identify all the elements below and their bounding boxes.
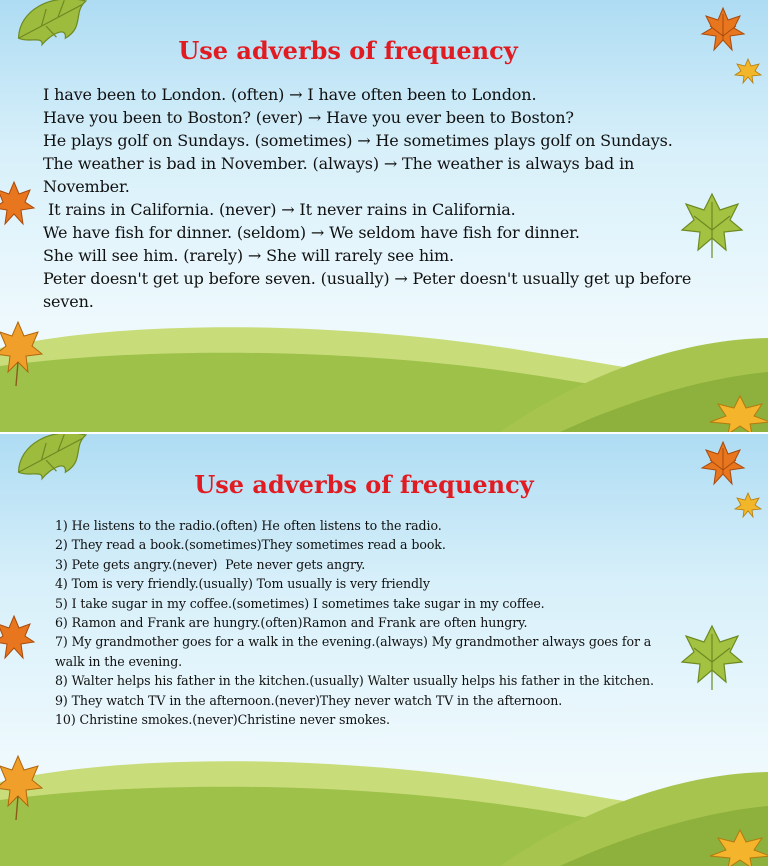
green-leaf-icon xyxy=(680,622,744,692)
example-sentence: I have been to London. (often) → I have often been to London. xyxy=(43,85,537,104)
slide-2 xyxy=(0,434,768,866)
example-sentence: It rains in California. (never) → It never rains in California. xyxy=(43,200,516,219)
exercise-item: 10) Christine smokes.(never)Christine never smokes. xyxy=(55,712,390,728)
example-sentence: We have fish for dinner. (seldom) → We seldom have fish for dinner. xyxy=(43,223,580,242)
slide-title: Use adverbs of frequency xyxy=(194,470,534,499)
exercise-item: 9) They watch TV in the afternoon.(never)They never watch TV in the afternoon. xyxy=(55,692,563,708)
yellow-leaf-icon xyxy=(734,58,762,84)
example-sentence-list xyxy=(43,83,697,313)
exercise-item: 6) Ramon and Frank are hungry.(often)Ramon and Frank are often hungry. xyxy=(55,615,528,631)
exercise-answer-list xyxy=(55,516,665,729)
example-sentence: Have you been to Boston? (ever) → Have you ever been to Boston? xyxy=(43,108,574,127)
yellow-leaf-icon xyxy=(708,828,768,866)
orange-leaf-icon xyxy=(0,180,36,230)
example-sentence: He plays golf on Sundays. (sometimes) → He sometimes plays golf on Sundays. xyxy=(43,131,673,150)
orange-leaf-icon xyxy=(0,752,44,822)
hills-decoration xyxy=(0,754,768,866)
slide-title: Use adverbs of frequency xyxy=(178,36,518,65)
yellow-leaf-icon xyxy=(708,394,768,432)
exercise-item: 2) They read a book.(sometimes)They sometimes read a book. xyxy=(55,537,446,553)
example-sentence: Peter doesn't get up before seven. (usually) → Peter doesn't usually get up before seven. xyxy=(43,269,697,311)
example-sentence: The weather is bad in November. (always) → The weather is always bad in November. xyxy=(43,154,640,196)
exercise-item: 1) He listens to the radio.(often) He often listens to the radio. xyxy=(55,518,442,533)
slide-1 xyxy=(0,0,768,432)
exercise-item: 4) Tom is very friendly.(usually) Tom usually is very friendly xyxy=(55,576,430,592)
example-sentence: She will see him. (rarely) → She will rarely see him. xyxy=(43,246,454,265)
exercise-item: 3) Pete gets angry.(never) Pete never gets angry. xyxy=(55,556,366,572)
hills-decoration xyxy=(0,320,768,432)
orange-leaf-icon xyxy=(0,318,44,388)
exercise-item: 8) Walter helps his father in the kitchen.(usually) Walter usually helps his father in the kitchen. xyxy=(55,673,654,689)
exercise-item: 5) I take sugar in my coffee.(sometimes) I sometimes take sugar in my coffee. xyxy=(55,595,545,611)
exercise-item: 7) My grandmother goes for a walk in the evening.(always) My grandmother always goes for a walk in the evening. xyxy=(55,634,656,669)
orange-leaf-icon xyxy=(0,614,36,664)
